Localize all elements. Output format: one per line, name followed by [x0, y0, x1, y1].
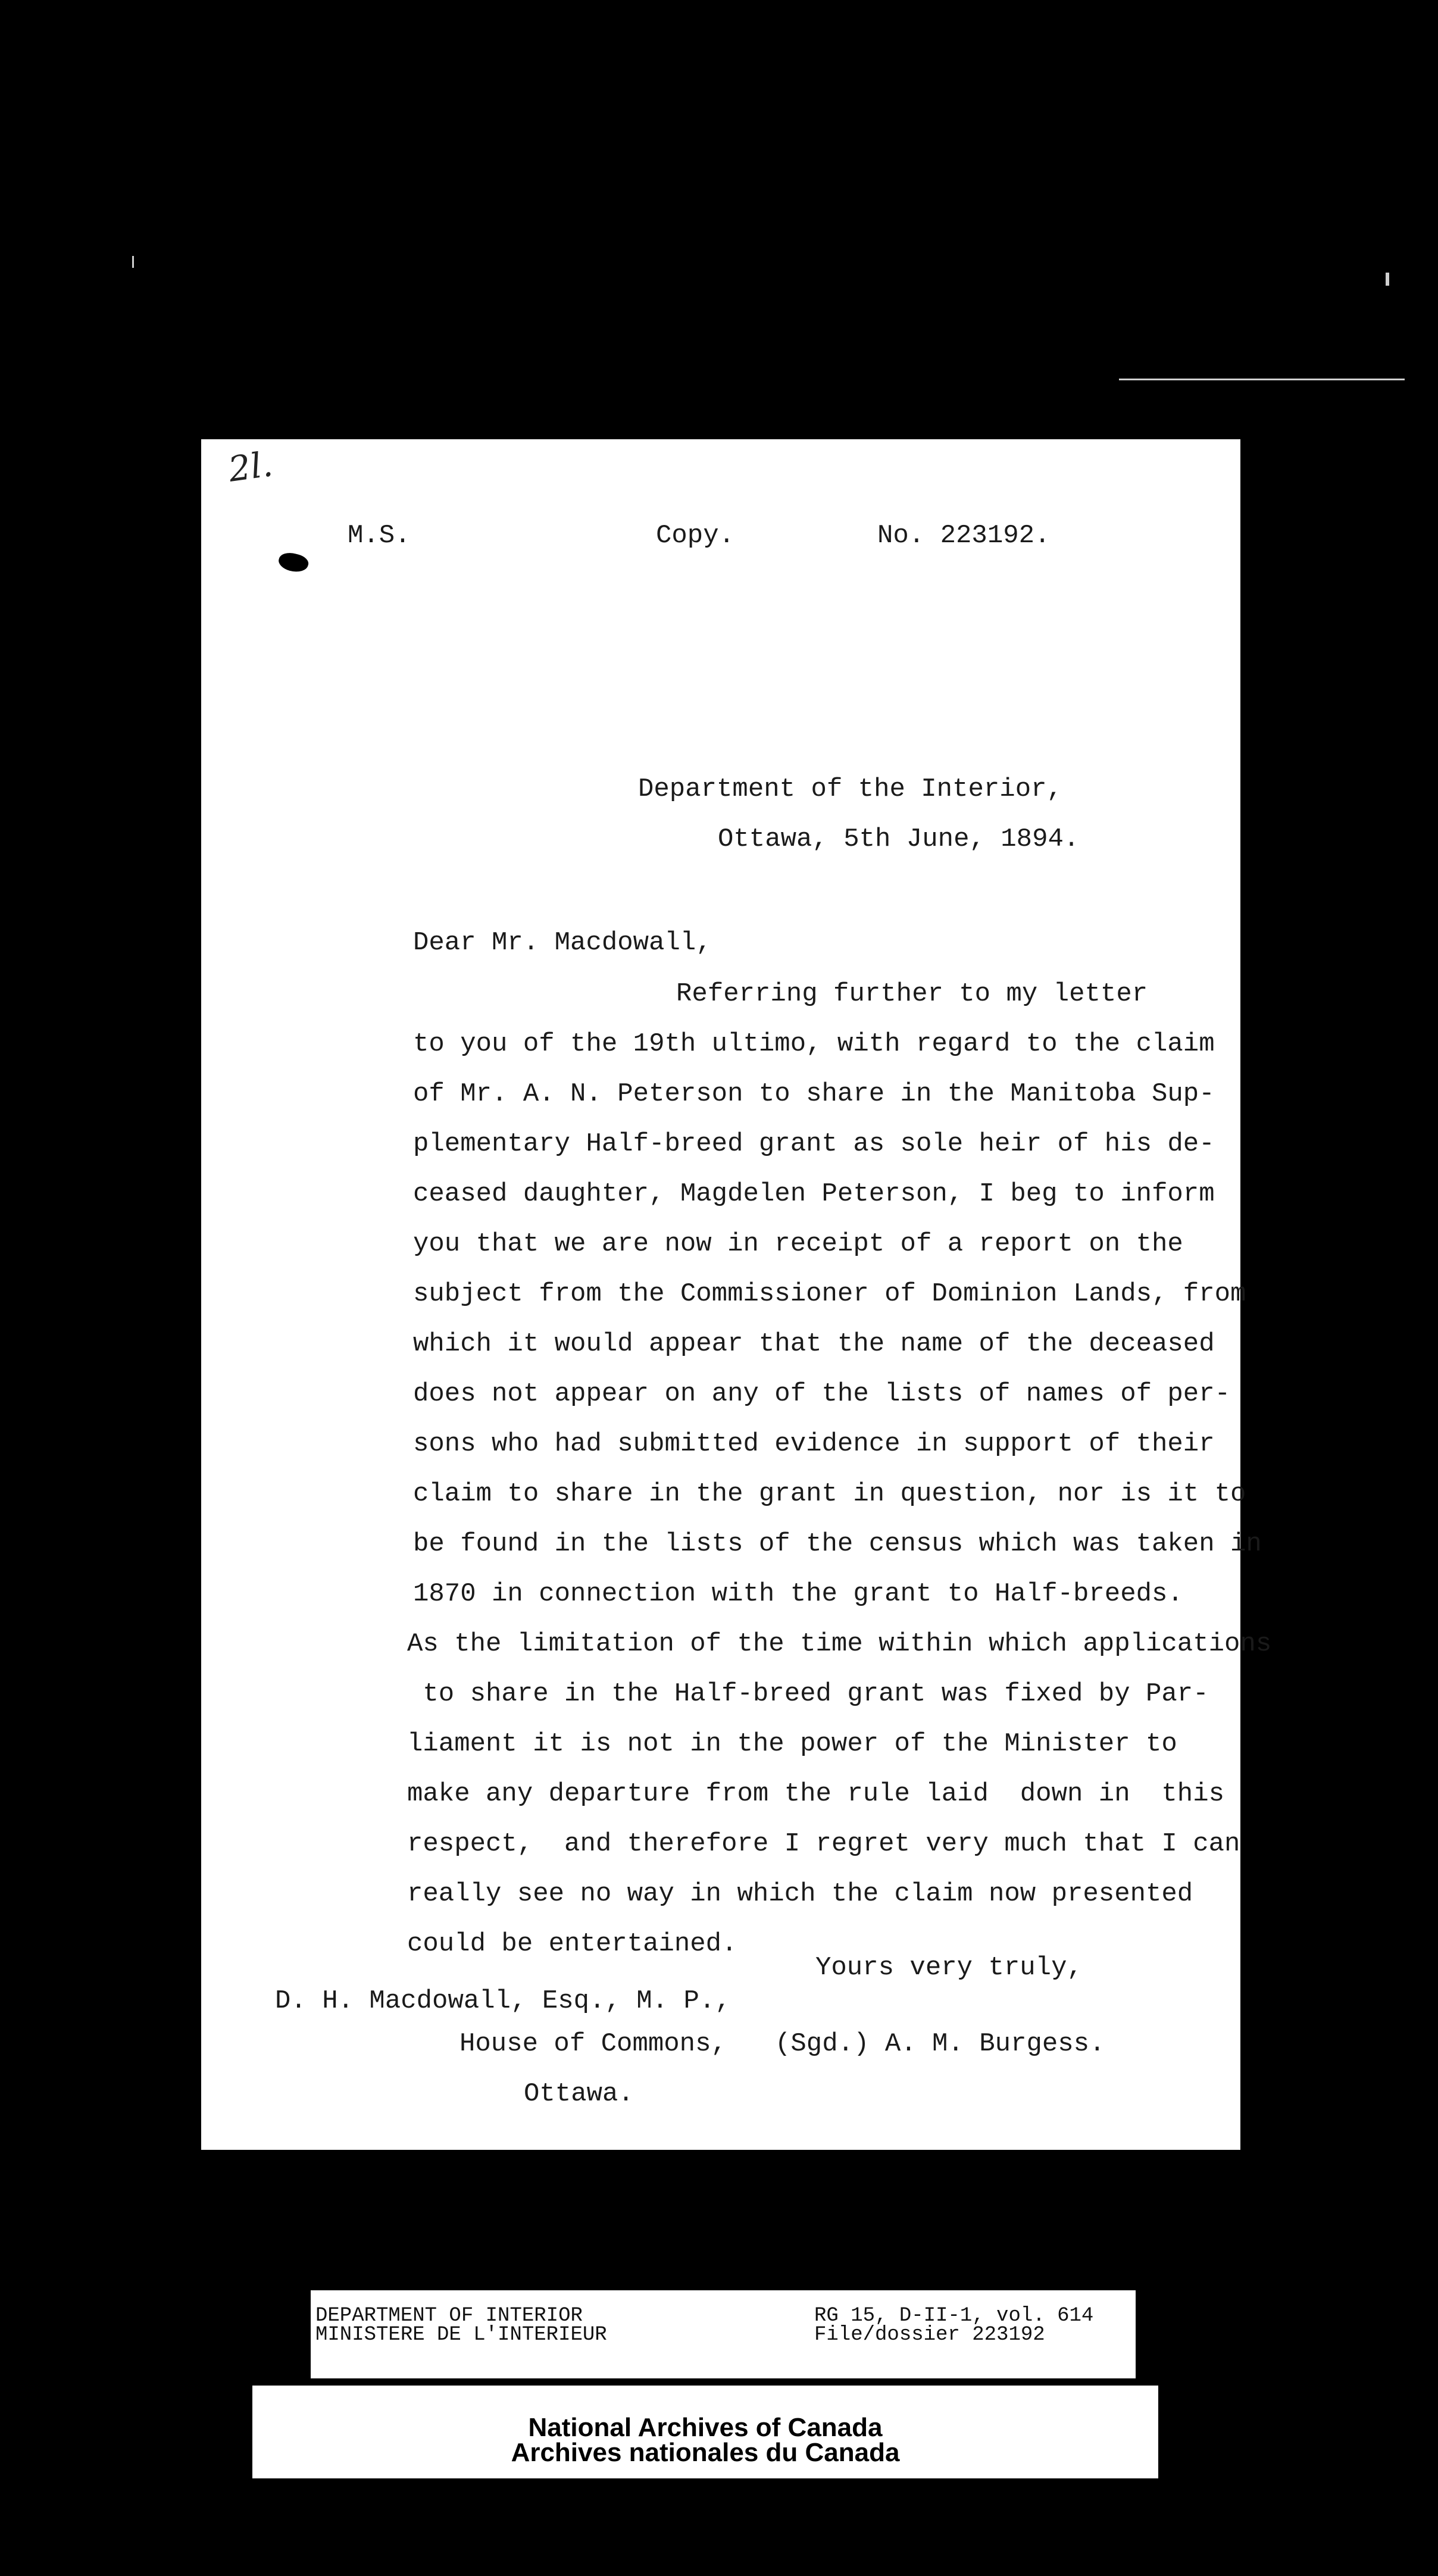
- archive-file: File/dossier 223192: [814, 2324, 1045, 2346]
- body-line: subject from the Commissioner of Dominion Lands, from: [413, 1279, 1246, 1309]
- body-line: Referring further to my letter: [676, 979, 1148, 1009]
- body-line: to you of the 19th ultimo, with regard to the claim: [413, 1029, 1215, 1059]
- body-line: respect, and therefore I regret very much that I can: [407, 1829, 1240, 1859]
- archives-name-fr: Archives nationales du Canada: [511, 2438, 900, 2467]
- salutation: Dear Mr. Macdowall,: [413, 928, 712, 958]
- body-line: you that we are now in receipt of a report on the: [413, 1229, 1183, 1259]
- valediction: Yours very truly,: [815, 1953, 1083, 1983]
- corner-annotation: 2l.: [226, 443, 276, 490]
- body-line: does not appear on any of the lists of names of per-: [413, 1379, 1231, 1409]
- body-line: really see no way in which the claim now presented: [407, 1879, 1193, 1909]
- addressee-house: House of Commons,: [459, 2029, 727, 2059]
- scan-speck: [132, 256, 134, 268]
- body-line: to share in the Half-breed grant was fixed by Par-: [407, 1679, 1209, 1709]
- body-line: plementary Half-breed grant as sole heir of his de-: [413, 1129, 1215, 1159]
- signature: (Sgd.) A. M. Burgess.: [775, 2029, 1105, 2059]
- body-line: could be entertained.: [407, 1929, 737, 1959]
- archive-reference-label: [311, 2290, 1136, 2378]
- letterhead-department: Department of the Interior,: [638, 774, 1062, 804]
- addressee-name: D. H. Macdowall, Esq., M. P.,: [275, 1986, 731, 2016]
- file-number: No. 223192.: [877, 521, 1051, 551]
- body-line: liament it is not in the power of the Minister to: [407, 1729, 1177, 1759]
- archive-dept-fr: MINISTERE DE L'INTERIEUR: [315, 2324, 607, 2346]
- body-line: which it would appear that the name of the deceased: [413, 1329, 1215, 1359]
- header-left-mark: M.S.: [348, 521, 411, 551]
- archive-reference: RG 15, D-II-1, vol. 614: [814, 2305, 1094, 2327]
- body-line: be found in the lists of the census which was taken in: [413, 1529, 1262, 1559]
- scan-speck: [1386, 273, 1389, 286]
- letter-page: [201, 439, 1272, 2150]
- body-line: 1870 in connection with the grant to Half-breeds.: [413, 1579, 1183, 1609]
- ink-blot: [277, 550, 310, 575]
- archive-dept-en: DEPARTMENT OF INTERIOR: [315, 2305, 583, 2327]
- letterhead-place-date: Ottawa, 5th June, 1894.: [718, 824, 1080, 854]
- body-line: sons who had submitted evidence in support of their: [413, 1429, 1215, 1459]
- body-line: claim to share in the grant in question, nor is it to: [413, 1479, 1246, 1509]
- body-line: ceased daughter, Magdelen Peterson, I beg to inform: [413, 1179, 1215, 1209]
- body-line: As the limitation of the time within which applications: [407, 1629, 1272, 1659]
- scan-edge-line: [1119, 379, 1405, 380]
- addressee-city: Ottawa.: [524, 2079, 634, 2109]
- header-copy-mark: Copy.: [656, 521, 735, 551]
- archives-name-en: National Archives of Canada: [528, 2413, 883, 2442]
- archives-banner: [252, 2386, 1158, 2478]
- body-line: make any departure from the rule laid down in this: [407, 1779, 1225, 1809]
- body-line: of Mr. A. N. Peterson to share in the Manitoba Sup-: [413, 1079, 1215, 1109]
